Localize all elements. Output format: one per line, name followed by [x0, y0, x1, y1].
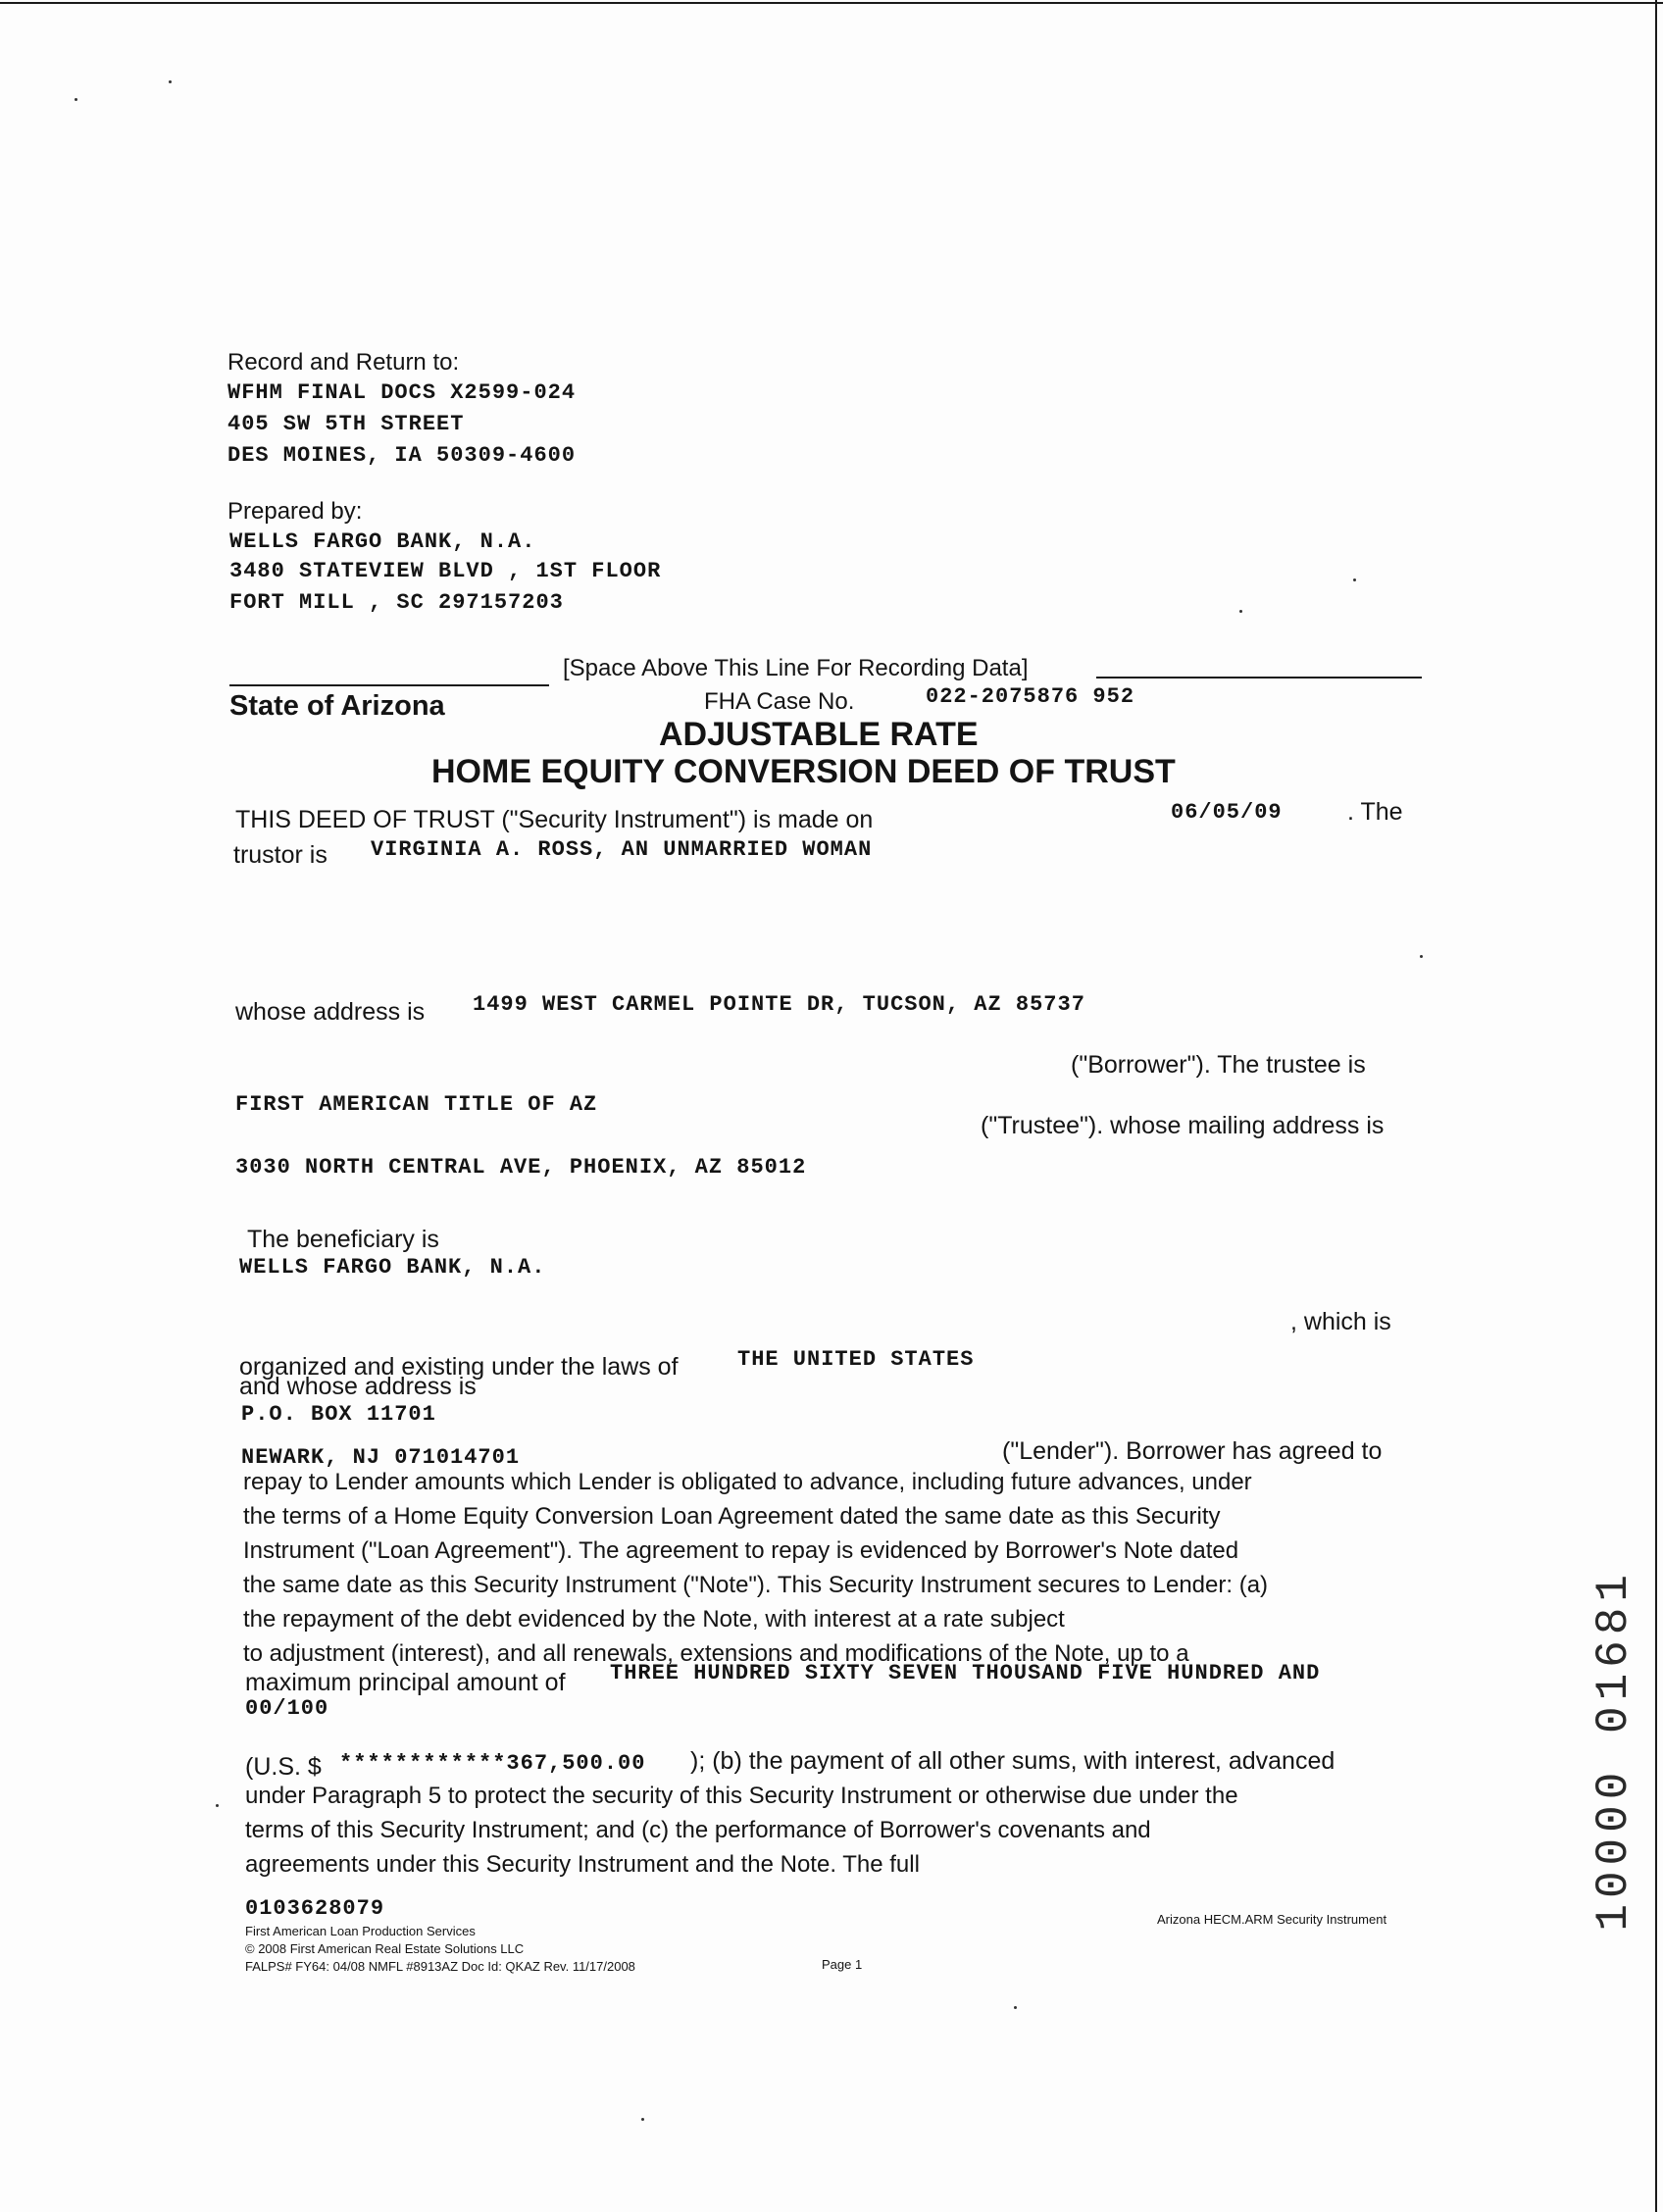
- footer-line: FALPS# FY64: 04/08 NMFL #8913AZ Doc Id: QKAZ Rev. 11/17/2008: [245, 1959, 635, 1974]
- beneficiary-name: WELLS FARGO BANK, N.A.: [239, 1255, 546, 1280]
- footer-line: First American Loan Production Services: [245, 1924, 476, 1938]
- scan-speck: [641, 2118, 644, 2121]
- prepared-by-line: 3480 STATEVIEW BLVD , 1ST FLOOR: [229, 559, 662, 583]
- intro-the: . The: [1347, 798, 1403, 826]
- body-line: to adjustment (interest), and all renewals, extensions and modifications of the Note, up to a: [243, 1640, 1189, 1667]
- prepared-by-label: Prepared by:: [227, 498, 363, 525]
- trustor-label: trustor is: [233, 841, 328, 869]
- body-line: repay to Lender amounts which Lender is obligated to advance, including future advances, under: [243, 1469, 1252, 1495]
- principal-words: THREE HUNDRED SIXTY SEVEN THOUSAND FIVE HUNDRED AND: [610, 1661, 1321, 1685]
- footer-line: © 2008 First American Real Estate Solutions LLC: [245, 1941, 525, 1956]
- intro-text: THIS DEED OF TRUST ("Security Instrument") is made on: [235, 806, 874, 833]
- fha-case-number: 022-2075876 952: [926, 684, 1135, 709]
- scan-speck: [1239, 610, 1242, 613]
- scan-speck: [1014, 2006, 1017, 2009]
- recording-rule-right: [1096, 677, 1422, 679]
- beneficiary-label: The beneficiary is: [247, 1226, 439, 1253]
- scan-top-edge: [0, 2, 1663, 4]
- trustee-name: FIRST AMERICAN TITLE OF AZ: [235, 1092, 598, 1117]
- trustor-name: VIRGINIA A. ROSS, AN UNMARRIED WOMAN: [371, 837, 873, 862]
- instrument-date: 06/05/09: [1171, 800, 1283, 825]
- record-return-line: 405 SW 5TH STREET: [227, 412, 465, 436]
- recording-rule-left: [229, 684, 549, 686]
- document-title-line2: HOME EQUITY CONVERSION DEED OF TRUST: [431, 753, 1176, 790]
- scan-speck: [1353, 578, 1356, 581]
- side-document-stamp: 10000 01681: [1588, 1569, 1639, 1932]
- body-line: agreements under this Security Instrument and the Note. The full: [245, 1851, 920, 1878]
- body-line: terms of this Security Instrument; and (c) the performance of Borrower's covenants and: [245, 1817, 1151, 1843]
- scan-right-edge: [1655, 0, 1657, 2212]
- lender-text: ("Lender"). Borrower has agreed to: [1002, 1437, 1383, 1465]
- organized-text: organized and existing under the laws of: [239, 1353, 679, 1381]
- beneficiary-address-line: NEWARK, NJ 071014701: [241, 1445, 521, 1470]
- us-dollar-label: (U.S. $: [245, 1753, 322, 1781]
- record-return-line: WFHM FINAL DOCS X2599-024: [227, 380, 577, 405]
- after-amount-text: ); (b) the payment of all other sums, with interest, advanced: [690, 1747, 1335, 1775]
- beneficiary-address-line: P.O. BOX 11701: [241, 1402, 436, 1427]
- address-label: whose address is: [235, 998, 426, 1026]
- principal-amount: ************367,500.00: [339, 1751, 646, 1776]
- governing-laws: THE UNITED STATES: [737, 1347, 975, 1372]
- borrower-trustee-text: ("Borrower"). The trustee is: [1071, 1051, 1366, 1079]
- principal-label: maximum principal amount of: [245, 1669, 566, 1696]
- form-name: Arizona HECM.ARM Security Instrument: [1157, 1912, 1387, 1927]
- security-body-paragraph: [243, 1465, 1439, 1671]
- loan-number: 0103628079: [245, 1896, 385, 1921]
- body-line: the same date as this Security Instrument ("Note"). This Security Instrument secures to Lender: (a): [243, 1572, 1269, 1598]
- record-return-line: DES MOINES, IA 50309-4600: [227, 443, 577, 468]
- state-label: State of Arizona: [229, 690, 445, 722]
- scan-speck: [216, 1804, 219, 1807]
- body-line: the terms of a Home Equity Conversion Loan Agreement dated the same date as this Security: [243, 1503, 1221, 1530]
- security-body-paragraph-2: [245, 1779, 1441, 1882]
- body-line: the repayment of the debt evidenced by the Note, with interest at a rate subject: [243, 1606, 1065, 1633]
- page-number: Page 1: [822, 1957, 863, 1972]
- prepared-by-line: FORT MILL , SC 297157203: [229, 590, 564, 615]
- fha-case-label: FHA Case No.: [704, 688, 855, 715]
- recording-note: [Space Above This Line For Recording Data]: [563, 655, 1029, 681]
- record-return-label: Record and Return to:: [227, 349, 460, 376]
- document-title-line1: ADJUSTABLE RATE: [659, 716, 979, 753]
- which-is-text: , which is: [1290, 1308, 1391, 1335]
- beneficiary-address-label: and whose address is: [239, 1373, 477, 1400]
- scan-speck: [169, 80, 172, 83]
- prepared-by-line: WELLS FARGO BANK, N.A.: [229, 529, 536, 554]
- trustee-suffix: ("Trustee"). whose mailing address is: [981, 1112, 1385, 1139]
- body-line: under Paragraph 5 to protect the security of this Security Instrument or otherwise due under the: [245, 1783, 1238, 1809]
- body-line: Instrument ("Loan Agreement"). The agreement to repay is evidenced by Borrower's Note dated: [243, 1537, 1239, 1564]
- borrower-address: 1499 WEST CARMEL POINTE DR, TUCSON, AZ 85737: [473, 992, 1085, 1017]
- scan-speck: [75, 98, 77, 101]
- scan-speck: [1420, 955, 1423, 958]
- principal-words-cents: 00/100: [245, 1696, 329, 1721]
- trustee-address: 3030 NORTH CENTRAL AVE, PHOENIX, AZ 85012: [235, 1155, 807, 1180]
